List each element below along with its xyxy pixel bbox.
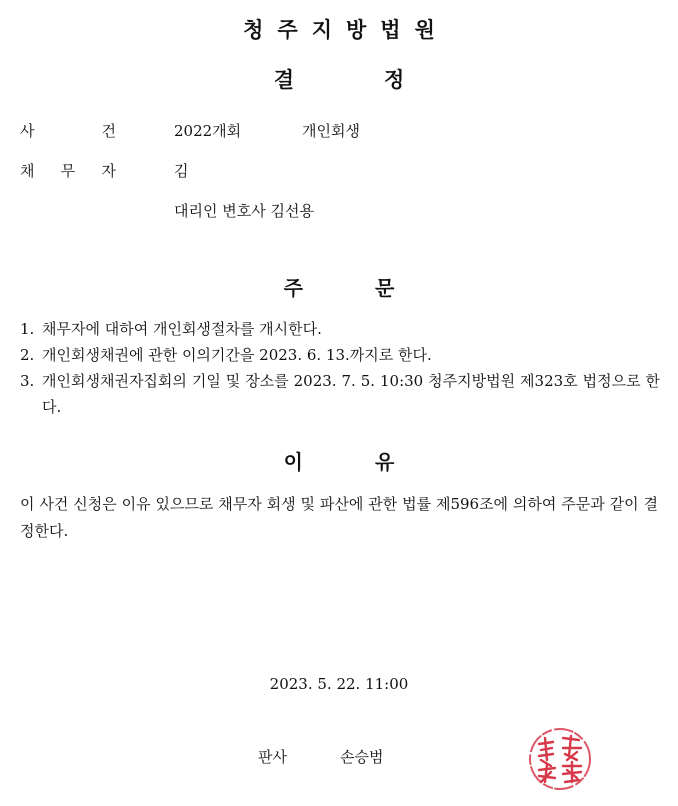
- reason-heading-left: 이: [283, 450, 303, 474]
- document-title: [0, 64, 678, 94]
- debtor-name: 김: [174, 162, 189, 180]
- case-name: 개인회생: [302, 122, 360, 140]
- court-name: 청주지방법원: [243, 18, 449, 42]
- order-item-text: 개인회생채권에 관한 이의기간을 2023. 6. 13.까지로 한다.: [42, 346, 432, 364]
- order-item: [20, 368, 660, 420]
- order-item-text: 채무자에 대하여 개인회생절차를 개시한다.: [42, 320, 322, 338]
- case-label: [20, 120, 116, 141]
- judge-title: 판사: [258, 748, 287, 766]
- document-title-left: 결: [273, 68, 294, 92]
- order-item: [20, 342, 660, 368]
- case-label-char-1: 사: [20, 122, 35, 140]
- order-item-text: 개인회생채권자집회의 기일 및 장소를 2023. 7. 5. 10:30 청주지방법원 제323호 법정으로 한다.: [42, 372, 660, 416]
- judge-name: 손승범: [340, 748, 384, 766]
- order-heading-right: 문: [375, 276, 395, 300]
- debtor-label-char-1: 채: [20, 162, 35, 180]
- order-heading: [0, 272, 678, 301]
- case-label-char-2: 건: [101, 122, 116, 140]
- order-list: [20, 316, 660, 420]
- debtor-representative: 대리인 변호사 김선용: [174, 202, 314, 220]
- reason-heading: [0, 446, 678, 475]
- debtor-label: [20, 160, 116, 181]
- order-item-number: 3.: [20, 372, 35, 390]
- document-title-right: 정: [384, 68, 405, 92]
- order-heading-left: 주: [283, 276, 303, 300]
- case-number: 2022개회: [174, 122, 242, 140]
- reason-text: 이 사건 신청은 이유 있으므로 채무자 회생 및 파산에 관한 법률 제596조에 의하여 주문과 같이 결정한다.: [20, 495, 658, 540]
- decision-date: 2023. 5. 22. 11:00: [269, 675, 409, 693]
- debtor-label-char-2: 무: [60, 162, 76, 180]
- reason-heading-right: 유: [375, 450, 395, 474]
- debtor-label-char-3: 자: [101, 162, 116, 180]
- judge-seal-stamp: [527, 726, 593, 792]
- order-item-number: 1.: [20, 320, 35, 338]
- order-item: [20, 316, 660, 342]
- order-item-number: 2.: [20, 346, 35, 364]
